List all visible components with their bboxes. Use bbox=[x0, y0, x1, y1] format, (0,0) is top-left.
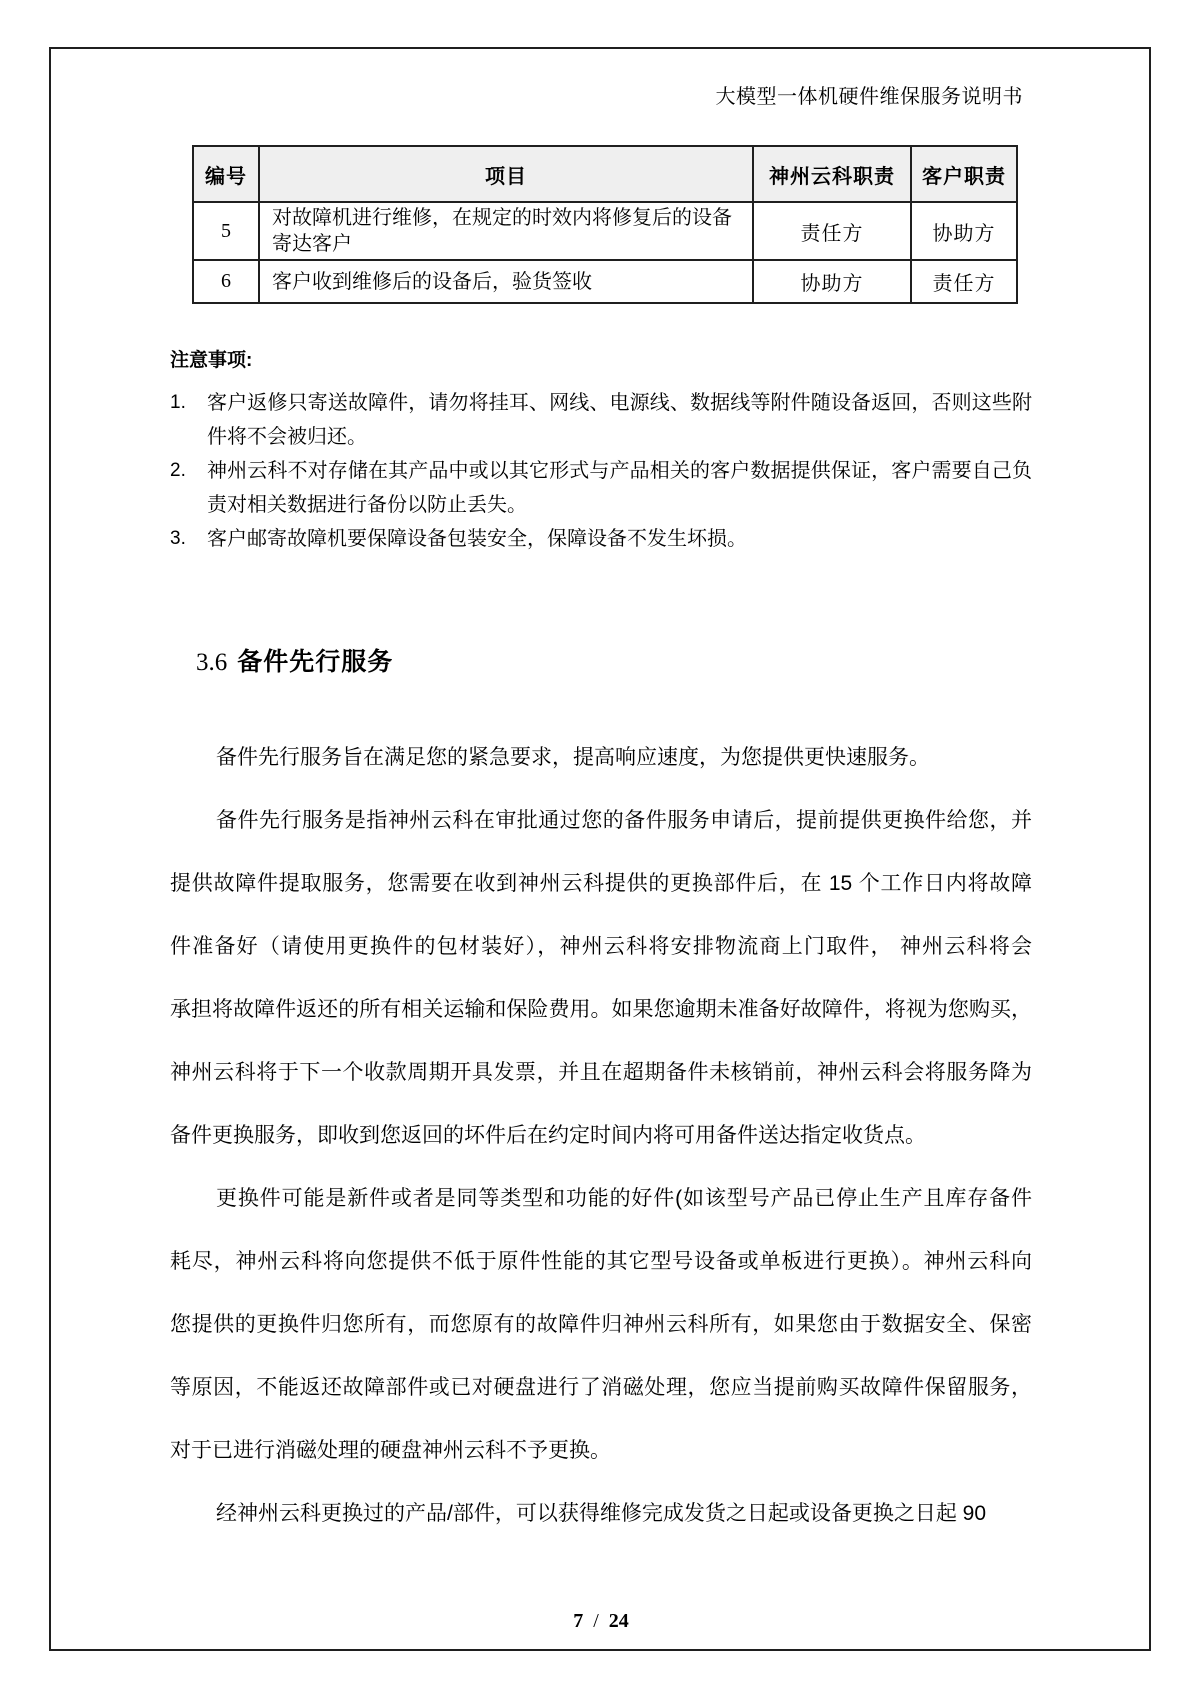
table-row bbox=[193, 202, 1017, 260]
item-cell: 对故障机进行维修，在规定的时效内将修复后的设备寄达客户 bbox=[259, 202, 753, 260]
body-paragraph-line: 对于已进行消磁处理的硬盘神州云科不予更换。 bbox=[170, 1439, 611, 1462]
note-item bbox=[170, 386, 1032, 454]
section-heading bbox=[170, 644, 1032, 684]
vendor-duty-cell: 协助方 bbox=[753, 260, 911, 303]
section-title: 备件先行服务 bbox=[237, 648, 394, 676]
vendor-duty-cell: 责任方 bbox=[753, 202, 911, 260]
note-number: 3. bbox=[170, 528, 186, 549]
body-paragraphs bbox=[170, 726, 1032, 1545]
table-header-row bbox=[193, 146, 1017, 202]
row-number-cell: 5 bbox=[193, 202, 259, 260]
body-paragraph-line: 经神州云科更换过的产品/部件，可以获得维修完成发货之日起或设备更换之日起 90 bbox=[216, 1502, 987, 1525]
document-header-title: 大模型一体机硬件维保服务说明书 bbox=[715, 86, 1023, 108]
body-paragraph-line: 提供故障件提取服务，您需要在收到神州云科提供的更换部件后，在 15 个工作日内将故障 bbox=[170, 872, 1032, 895]
body-paragraph-line: 您提供的更换件归您所有，而您原有的故障件归神州云科所有，如果您由于数据安全、保密 bbox=[170, 1313, 1032, 1336]
page-number: 7 bbox=[573, 1610, 584, 1632]
table-header-cell: 神州云科职责 bbox=[753, 146, 911, 202]
note-number: 2. bbox=[170, 460, 186, 481]
body-paragraph-line: 备件先行服务是指神州云科在审批通过您的备件服务申请后，提前提供更换件给您，并 bbox=[216, 809, 1032, 832]
body-paragraph bbox=[170, 1482, 1032, 1545]
note-text: 客户邮寄故障机要保障设备包装安全，保障设备不发生坏损。 bbox=[207, 528, 747, 550]
customer-duty-cell: 责任方 bbox=[911, 260, 1017, 303]
table-header-cell: 项目 bbox=[259, 146, 753, 202]
body-paragraph bbox=[170, 789, 1032, 1167]
body-paragraph bbox=[170, 1167, 1032, 1482]
note-number: 1. bbox=[170, 392, 186, 413]
table-header-cell: 编号 bbox=[193, 146, 259, 202]
responsibilities-table-body bbox=[193, 202, 1017, 303]
section-number: 3.6 bbox=[196, 649, 228, 676]
table-header-cell: 客户职责 bbox=[911, 146, 1017, 202]
page-content bbox=[170, 0, 1032, 1634]
body-paragraph bbox=[170, 726, 1032, 789]
note-item bbox=[170, 454, 1032, 522]
page-total: 24 bbox=[608, 1610, 629, 1632]
body-paragraph-line: 备件先行服务旨在满足您的紧急要求，提高响应速度，为您提供更快速服务。 bbox=[216, 746, 930, 769]
notes-list bbox=[170, 386, 1032, 556]
page-footer bbox=[170, 1608, 1032, 1634]
body-paragraph-line: 承担将故障件返还的所有相关运输和保险费用。如果您逾期未准备好故障件，将视为您购买， bbox=[170, 998, 1032, 1021]
item-cell: 客户收到维修后的设备后，验货签收 bbox=[259, 260, 753, 303]
body-paragraph-line: 等原因，不能返还故障部件或已对硬盘进行了消磁处理，您应当提前购买故障件保留服务， bbox=[170, 1376, 1032, 1399]
page-separator: / bbox=[593, 1610, 599, 1632]
note-item bbox=[170, 522, 1032, 556]
body-paragraph-line: 件准备好（请使用更换件的包材装好），神州云科将安排物流商上门取件， 神州云科将会 bbox=[170, 935, 1032, 958]
row-number-cell: 6 bbox=[193, 260, 259, 303]
note-text: 神州云科不对存储在其产品中或以其它形式与产品相关的客户数据提供保证，客户需要自己负责对相关数据进行备份以防止丢失。 bbox=[207, 460, 1032, 516]
table-row bbox=[193, 260, 1017, 303]
responsibilities-table bbox=[192, 145, 1018, 304]
body-paragraph-line: 更换件可能是新件或者是同等类型和功能的好件(如该型号产品已停止生产且库存备件 bbox=[216, 1187, 1032, 1210]
notes-label: 注意事项: bbox=[170, 350, 253, 371]
note-text: 客户返修只寄送故障件，请勿将挂耳、网线、电源线、数据线等附件随设备返回，否则这些附件将不会被归还。 bbox=[207, 392, 1032, 448]
body-paragraph-line: 备件更换服务，即收到您返回的坏件后在约定时间内将可用备件送达指定收货点。 bbox=[170, 1124, 926, 1147]
customer-duty-cell: 协助方 bbox=[911, 202, 1017, 260]
body-paragraph-line: 耗尽，神州云科将向您提供不低于原件性能的其它型号设备或单板进行更换）。神州云科向 bbox=[170, 1250, 1032, 1273]
body-paragraph-line: 神州云科将于下一个收款周期开具发票，并且在超期备件未核销前，神州云科会将服务降为 bbox=[170, 1061, 1032, 1084]
